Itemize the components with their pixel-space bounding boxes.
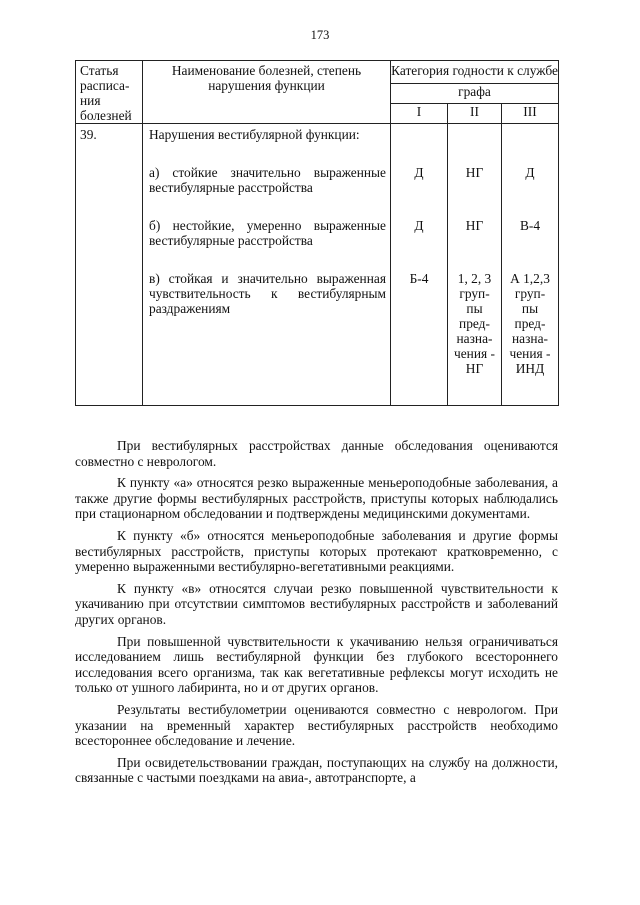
category-column-2: [448, 124, 502, 406]
item-c-value-2: 1, 2, 3 груп-пы пред-назна-чения - НГ: [454, 271, 495, 376]
disease-schedule-table: [75, 60, 559, 406]
header-article: Статья расписа-ния болезней: [76, 61, 143, 124]
item-a-value-3: Д: [525, 165, 535, 180]
disease-title: Нарушения вестибулярной функции:: [149, 127, 360, 142]
header-column-2: II: [448, 103, 502, 123]
article-number: 39.: [76, 124, 143, 406]
item-b-text: б) нестойкие, умеренно выраженные вестибулярные расстройства: [149, 218, 386, 248]
item-a-value-1: Д: [414, 165, 424, 180]
disease-description: [143, 124, 391, 406]
paragraph: Результаты вестибулометрии оцениваются совместно с неврологом. При указании на временный характер вестибулярных расстройств необходимо всестороннее обследование и лечение.: [75, 701, 558, 749]
paragraph: К пункту «в» относятся случаи резко повышенной чувствительности к укачиванию при отсутствии симптомов вестибулярных расстройств и заболеваний других органов.: [75, 580, 558, 627]
header-column-3: III: [502, 103, 559, 123]
paragraph: К пункту «а» относятся резко выраженные меньероподобные заболевания, а также другие формы вестибулярных расстройств, приступы которых наблюдались при стационарном обследовании и подтверждены медицинскими документами.: [75, 475, 558, 522]
item-c-value-1: Б-4: [409, 271, 429, 286]
item-b-value-1: Д: [414, 218, 424, 233]
category-column-1: [391, 124, 448, 406]
header-graph: графа: [391, 83, 559, 103]
paragraph: При освидетельствовании граждан, поступающих на службу на должности, связанные с частыми поездками на авиа-, автотранспорте, а: [75, 754, 558, 786]
item-b-value-3: В-4: [519, 218, 541, 233]
header-row: [76, 61, 559, 84]
item-c-value-3: А 1,2,3 груп-пы пред-назна-чения - ИНД: [509, 271, 551, 376]
body-text: [75, 438, 558, 792]
paragraph: При вестибулярных расстройствах данные обследования оцениваются совместно с неврологом.: [75, 438, 558, 469]
item-c-text: в) стойкая и значительно выраженная чувствительность к вестибулярным раздражениям: [149, 271, 386, 316]
item-b-value-2: НГ: [465, 218, 484, 233]
category-column-3: [502, 124, 559, 406]
paragraph: При повышенной чувствительности к укачиванию нельзя ограничиваться исследованием лишь вестибулярной функции без глубокого всестороннего исследования всего организма, так как вегетативные рефлексы могут исходить не только от ушного лабиринта, но и от других органов.: [75, 633, 558, 696]
table-row: [76, 124, 559, 406]
paragraph: К пункту «б» относятся меньероподобные заболевания и другие формы вестибулярных расстройств, приступы которых протекают кратковременно, с умеренно выраженными вестибулярно-вегетативными реакциями.: [75, 527, 558, 575]
header-column-1: I: [391, 103, 448, 123]
header-category: Категория годности к службе: [391, 61, 559, 84]
item-a-text: а) стойкие значительно выраженные вестибулярные расстройства: [149, 165, 386, 195]
header-disease-name: Наименование болезней, степень нарушения функции: [143, 61, 391, 124]
page-number: 173: [310, 28, 330, 42]
item-a-value-2: НГ: [465, 165, 484, 180]
